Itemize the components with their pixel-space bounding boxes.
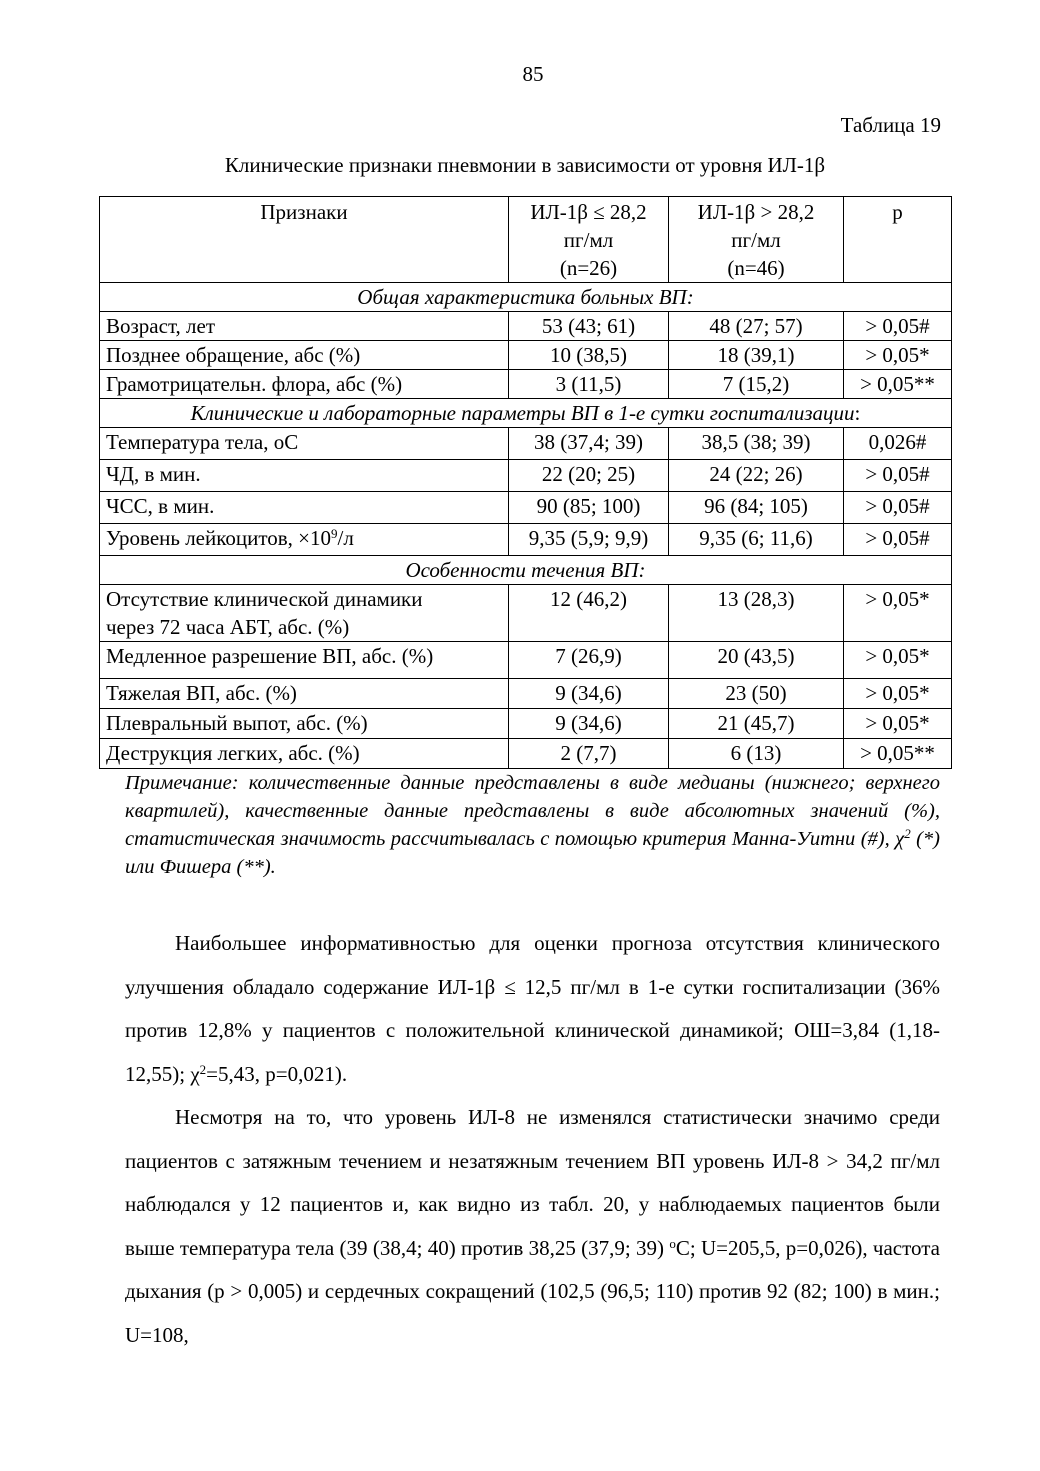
cell-high: 20 (43,5) — [669, 642, 844, 679]
cell-low: 22 (20; 25) — [509, 460, 669, 492]
cell-high: 24 (22; 26) — [669, 460, 844, 492]
note-text-before: Примечание: количественные данные представлены в виде медианы (нижнего; верхнего квартилей), качественные данные представлены в виде абсолютных значений (%), статистическая значимость рассчитывалась с помощью критерия Манна-Уитни (#), χ — [125, 772, 940, 850]
leuko-sup: 9 — [331, 526, 338, 541]
section-general: Общая характеристика больных ВП: — [100, 283, 952, 312]
cell-high: 7 (15,2) — [669, 370, 844, 399]
cell-sign: Плевральный выпот, абс. (%) — [100, 709, 509, 739]
table-row — [100, 739, 952, 769]
cell-low: 10 (38,5) — [509, 341, 669, 370]
cell-sign — [100, 585, 509, 642]
cell-low: 12 (46,2) — [509, 585, 669, 642]
header-sign: Признаки — [100, 197, 509, 283]
paragraph-1-before: Наибольшее информативностью для оценки прогноза отсутствия клинического улучшения обладало содержание ИЛ-1β ≤ 12,5 пг/мл в 1-е сутки госпитализации (36% против 12,8% у пациентов с положительной клинической динамикой; ОШ=3,84 (1,18-12,55); χ — [125, 931, 940, 1086]
sign-line2: через 72 часа АБТ, абс. (%) — [106, 615, 350, 639]
paragraph-2-sup: о — [669, 1235, 676, 1251]
cell-sign: Деструкция легких, абс. (%) — [100, 739, 509, 769]
header-low-line3: (n=26) — [559, 256, 618, 280]
sign-line1: Отсутствие клинической динамики — [106, 587, 423, 611]
leuko-prefix: Уровень лейкоцитов, ×10 — [106, 526, 332, 550]
section-clinical-suffix: : — [854, 401, 861, 425]
paragraph-1-sup: 2 — [199, 1061, 207, 1077]
table-row — [100, 460, 952, 492]
cell-sign — [100, 524, 509, 556]
section-row — [100, 399, 952, 428]
page-number: 85 — [522, 62, 544, 86]
cell-high: 21 (45,7) — [669, 709, 844, 739]
cell-low: 9 (34,6) — [509, 679, 669, 709]
cell-sign: Медленное разрешение ВП, абс. (%) — [100, 642, 509, 679]
cell-low: 38 (37,4; 39) — [509, 428, 669, 460]
note-text-after: (*) или Фишера (**). — [125, 828, 941, 878]
table-note — [125, 769, 940, 881]
section-clinical-label: Клинические и лабораторные параметры ВП в 1-е сутки госпитализации — [190, 401, 855, 425]
table-row — [100, 341, 952, 370]
cell-high: 9,35 (6; 11,6) — [669, 524, 844, 556]
cell-p: > 0,05* — [844, 585, 952, 642]
note-sup: 2 — [904, 826, 911, 841]
cell-high: 13 (28,3) — [669, 585, 844, 642]
table-row — [100, 709, 952, 739]
section-row — [100, 283, 952, 312]
cell-low: 9,35 (5,9; 9,9) — [509, 524, 669, 556]
header-high-line1: ИЛ-1β > 28,2 — [697, 200, 815, 224]
table-header-row — [100, 197, 952, 283]
cell-sign: ЧСС, в мин. — [100, 492, 509, 524]
paragraph-2 — [125, 1096, 940, 1357]
cell-p: > 0,05# — [844, 312, 952, 341]
cell-low: 9 (34,6) — [509, 709, 669, 739]
cell-p: > 0,05# — [844, 524, 952, 556]
cell-p: > 0,05* — [844, 679, 952, 709]
cell-high: 18 (39,1) — [669, 341, 844, 370]
paragraph-2-before: Несмотря на то, что уровень ИЛ-8 не изменялся статистически значимо среди пациентов с затяжным течением и незатяжным течением ВП уровень ИЛ-8 > 34,2 пг/мл наблюдался у 12 пациентов и, как видно из табл. 20, у наблюдаемых пациентов были выше температура тела (39 (38,4; 40) против 38,25 (37,9; 39) — [125, 1105, 940, 1260]
paragraph-1-after: =5,43, р=0,021). — [206, 1061, 348, 1086]
cell-sign: Позднее обращение, абс (%) — [100, 341, 509, 370]
data-table — [99, 196, 952, 769]
section-row — [100, 556, 952, 585]
paragraph-1 — [125, 922, 940, 1096]
cell-high: 48 (27; 57) — [669, 312, 844, 341]
cell-low: 7 (26,9) — [509, 642, 669, 679]
header-low-line1: ИЛ-1β ≤ 28,2 — [530, 200, 647, 224]
cell-high: 23 (50) — [669, 679, 844, 709]
paragraph-2-after: С; U=205,5, р=0,026), частота дыхания (р > 0,005) и сердечных сокращений (102,5 (96,5; 110) против 92 (82; 100) в мин.; U=108, — [125, 1235, 940, 1347]
cell-sign: Температура тела, оС — [100, 428, 509, 460]
table-row — [100, 492, 952, 524]
cell-p: > 0,05** — [844, 370, 952, 399]
cell-sign: ЧД, в мин. — [100, 460, 509, 492]
cell-p: > 0,05* — [844, 341, 952, 370]
section-clinical — [100, 399, 952, 428]
cell-sign: Грамотрицательн. флора, абс (%) — [100, 370, 509, 399]
header-low-line2: пг/мл — [563, 228, 614, 252]
table-row — [100, 312, 952, 341]
cell-p: > 0,05** — [844, 739, 952, 769]
table-row — [100, 642, 952, 679]
header-p: р — [844, 197, 952, 283]
table-row — [100, 679, 952, 709]
table-row — [100, 585, 952, 642]
cell-high: 38,5 (38; 39) — [669, 428, 844, 460]
cell-high: 6 (13) — [669, 739, 844, 769]
table-label: Таблица 19 — [840, 113, 941, 137]
cell-low: 3 (11,5) — [509, 370, 669, 399]
header-high-line3: (n=46) — [727, 256, 785, 280]
table-caption: Клинические признаки пневмонии в зависимости от уровня ИЛ-1β — [224, 153, 826, 177]
cell-low: 2 (7,7) — [509, 739, 669, 769]
table-row — [100, 524, 952, 556]
cell-low: 90 (85; 100) — [509, 492, 669, 524]
cell-p: > 0,05# — [844, 492, 952, 524]
header-high-group — [669, 197, 844, 283]
cell-p: > 0,05# — [844, 460, 952, 492]
cell-p: > 0,05* — [844, 709, 952, 739]
table-row — [100, 428, 952, 460]
leuko-suffix: /л — [337, 526, 354, 550]
cell-high: 96 (84; 105) — [669, 492, 844, 524]
cell-p: > 0,05* — [844, 642, 952, 679]
cell-sign: Возраст, лет — [100, 312, 509, 341]
cell-low: 53 (43; 61) — [509, 312, 669, 341]
cell-p: 0,026# — [844, 428, 952, 460]
body-text — [125, 922, 940, 1357]
header-high-line2: пг/мл — [731, 228, 781, 252]
section-course: Особенности течения ВП: — [100, 556, 952, 585]
header-low-group — [509, 197, 669, 283]
table-row — [100, 370, 952, 399]
cell-sign: Тяжелая ВП, абс. (%) — [100, 679, 509, 709]
